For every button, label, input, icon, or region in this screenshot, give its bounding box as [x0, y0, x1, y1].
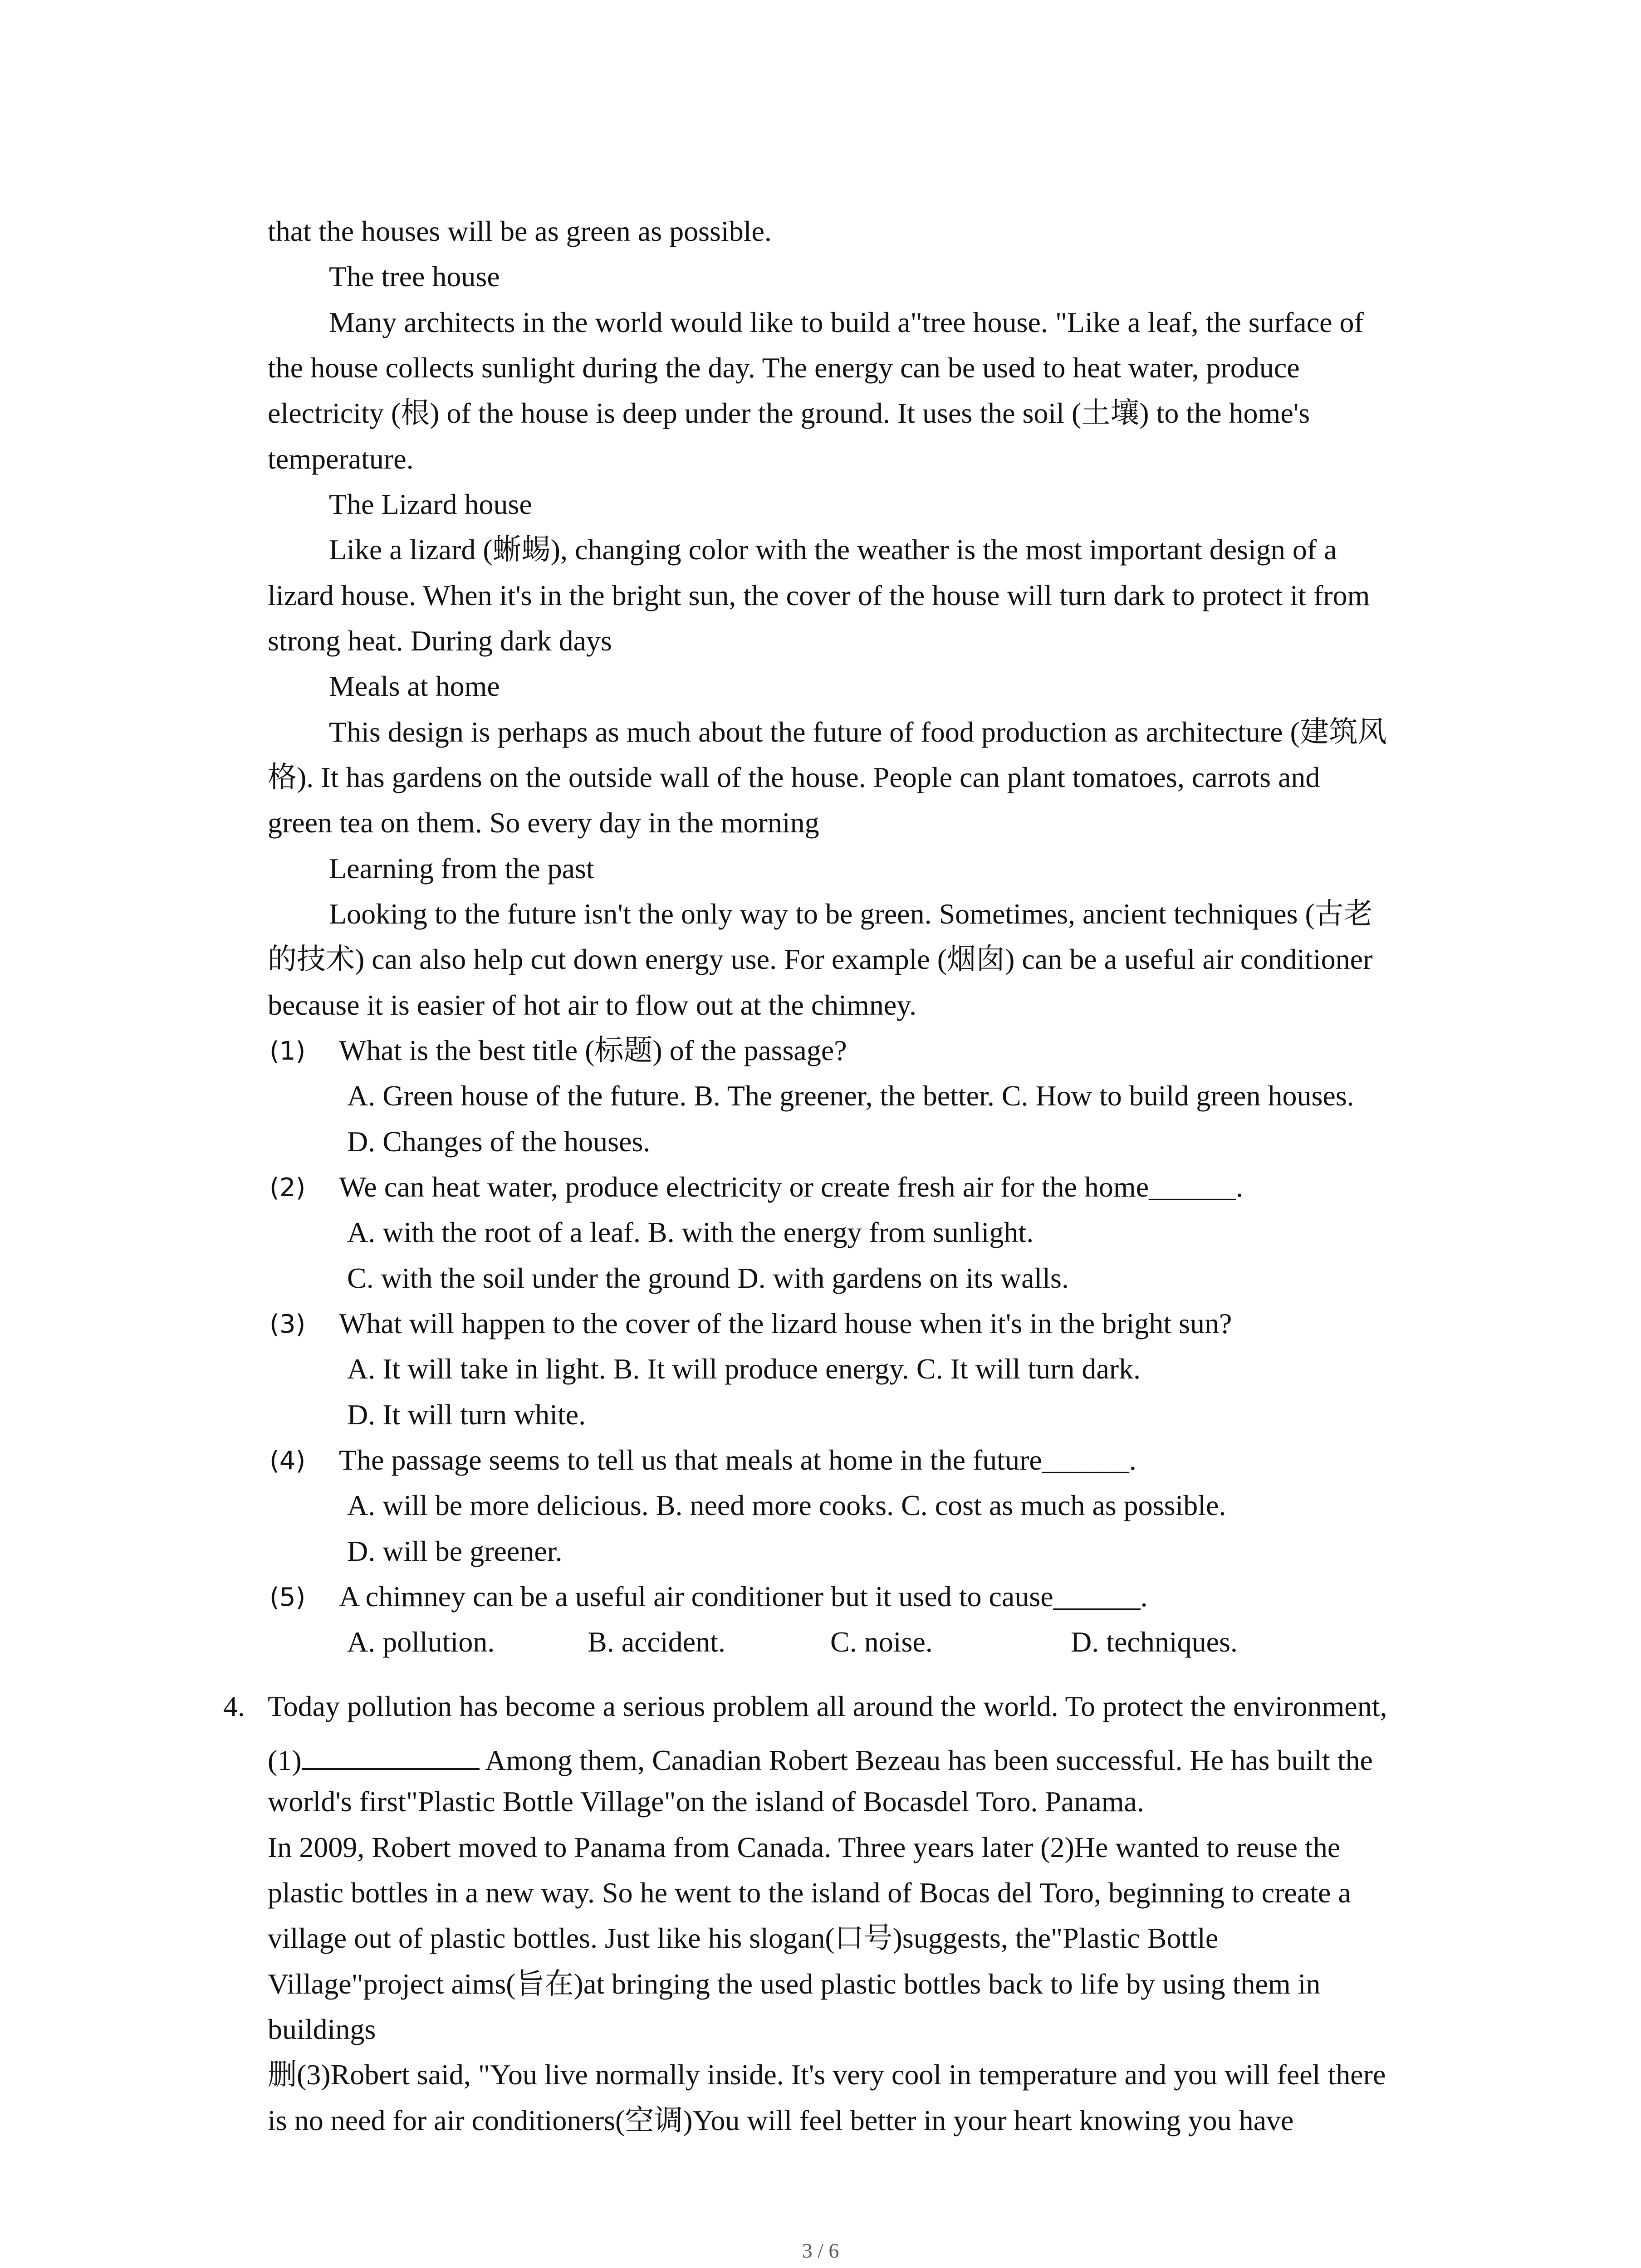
question-options: A. will be more delicious. B. need more cooks. C. cost as much as possible.	[347, 1489, 1226, 1521]
section-heading-tree-house: The tree house	[329, 260, 500, 293]
passage-line: because it is easier of hot air to flow out at the chimney.	[268, 989, 917, 1021]
question-text: What will happen to the cover of the lizard house when it's in the bright sun?	[339, 1307, 1232, 1339]
passage-line: the house collects sunlight during the day. The energy can be used to heat water, produce	[268, 352, 1300, 384]
question-option-a: A. pollution.	[347, 1626, 495, 1658]
question-text: What is the best title (标题) of the passage?	[339, 1034, 847, 1066]
question-options: D. Changes of the houses.	[347, 1125, 651, 1158]
passage-line: plastic bottles in a new way. So he went to the island of Bocas del Toro, beginning to create a	[268, 1877, 1351, 1909]
question-number: (1)	[269, 1036, 306, 1066]
passage-line: lizard house. When it's in the bright sun, the cover of the house will turn dark to protect it from	[268, 579, 1370, 611]
question-number: (2)	[269, 1173, 306, 1202]
question-number: (5)	[269, 1583, 306, 1612]
passage-line: green tea on them. So every day in the morning	[268, 807, 819, 839]
section-heading-learning-from-past: Learning from the past	[329, 852, 594, 885]
passage-line: In 2009, Robert moved to Panama from Canada. Three years later (2)He wanted to reuse the	[268, 1831, 1341, 1863]
question-option-b: B. accident.	[588, 1626, 725, 1658]
passage-line: 删(3)Robert said, "You live normally inside. It's very cool in temperature and you will feel there	[268, 2058, 1386, 2091]
passage-line: Like a lizard (蜥蜴), changing color with the weather is the most important design of a	[329, 533, 1337, 566]
question-text: The passage seems to tell us that meals at home in the future______.	[339, 1444, 1136, 1476]
passage-line: 格). It has gardens on the outside wall of the house. People can plant tomatoes, carrots and	[268, 761, 1320, 793]
passage-line: Looking to the future isn't the only way to be green. Sometimes, ancient techniques (古老	[329, 898, 1373, 930]
passage-line: Today pollution has become a serious problem all around the world. To protect the environment,	[268, 1690, 1387, 1722]
question-options: D. will be greener.	[347, 1535, 563, 1567]
question-text: We can heat water, produce electricity or create fresh air for the home______.	[339, 1171, 1244, 1203]
passage-line: Many architects in the world would like to build a"tree house. "Like a leaf, the surface of	[329, 306, 1364, 338]
question-text: A chimney can be a useful air conditioner but it used to cause______.	[339, 1580, 1148, 1613]
passage-line-with-blank	[268, 1742, 1373, 1775]
section-heading-lizard-house: The Lizard house	[329, 488, 532, 520]
section-heading-meals-at-home: Meals at home	[329, 670, 500, 702]
passage-line: electricity (根) of the house is deep under the ground. It uses the soil (土壤) to the home's	[268, 397, 1310, 429]
question-number: (4)	[269, 1446, 306, 1476]
passage-line: is no need for air conditioners(空调)You will feel better in your heart knowing you have	[268, 2104, 1294, 2136]
question-options: C. with the soil under the ground D. with gardens on its walls.	[347, 1262, 1069, 1294]
passage-text: Among them, Canadian Robert Bezeau has been successful. He has built the	[485, 1744, 1373, 1776]
question-options: A. with the root of a leaf. B. with the energy from sunlight.	[347, 1216, 1034, 1248]
blank-label: (1)	[268, 1744, 302, 1776]
passage-line: world's first"Plastic Bottle Village"on the island of Bocasdel Toro. Panama.	[268, 1785, 1144, 1818]
question-options: A. It will take in light. B. It will produce energy. C. It will turn dark.	[347, 1353, 1141, 1385]
question-options: D. It will turn white.	[347, 1398, 586, 1431]
question-options: A. Green house of the future. B. The greener, the better. C. How to build green houses.	[347, 1080, 1354, 1112]
question-number-4: 4.	[223, 1690, 245, 1722]
passage-line: strong heat. During dark days	[268, 625, 612, 657]
passage-line: temperature.	[268, 443, 414, 475]
question-number: (3)	[269, 1310, 306, 1339]
passage-line: that the houses will be as green as possible.	[268, 215, 772, 247]
passage-line: buildings	[268, 2013, 376, 2045]
passage-line: This design is perhaps as much about the future of food production as architecture (建筑风	[329, 716, 1387, 748]
passage-line: 的技术) can also help cut down energy use. For example (烟囱) can be a useful air conditioner	[268, 943, 1373, 975]
question-option-d: D. techniques.	[1071, 1626, 1238, 1658]
passage-line: village out of plastic bottles. Just like his slogan(口号)suggests, the"Plastic Bottle	[268, 1922, 1219, 1954]
blank-1	[302, 1742, 480, 1770]
question-option-c: C. noise.	[830, 1626, 933, 1658]
page-number: 3 / 6	[802, 2239, 839, 2262]
passage-line: Village"project aims(旨在)at bringing the used plastic bottles back to life by using them in	[268, 1968, 1321, 2000]
